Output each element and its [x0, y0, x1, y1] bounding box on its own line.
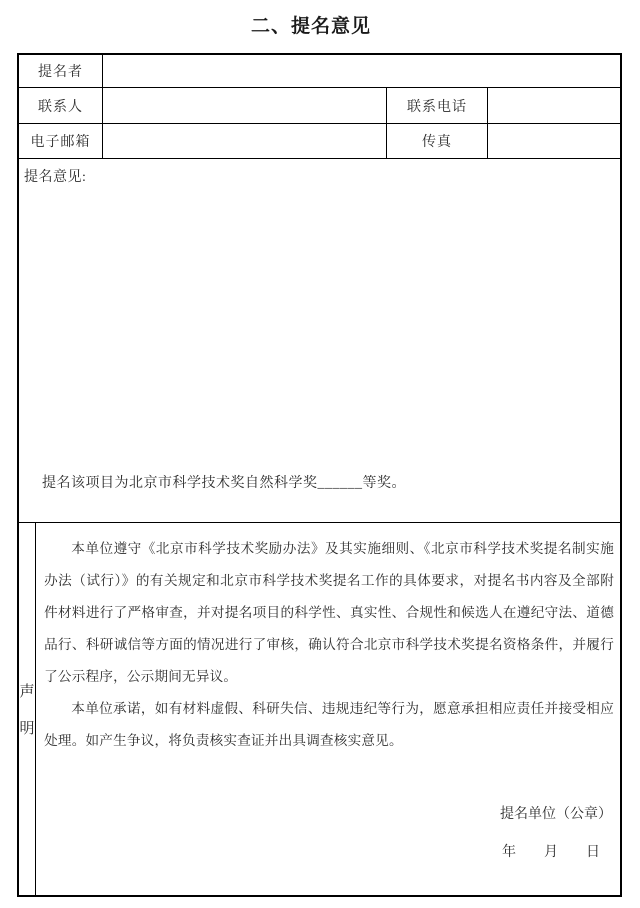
nomination-form-table [17, 53, 622, 897]
email-input[interactable] [103, 124, 387, 158]
row-email-fax [19, 124, 620, 159]
contact-phone-label: 联系电话 [387, 88, 488, 123]
email-label: 电子邮箱 [19, 124, 103, 158]
nominator-input[interactable] [103, 55, 620, 87]
declaration-content [36, 523, 620, 895]
fax-input[interactable] [488, 124, 620, 158]
declaration-section [19, 523, 620, 895]
declaration-paragraph-1: 本单位遵守《北京市科学技术奖励办法》及其实施细则、《北京市科学技术奖提名制实施办法（试行）》的有关规定和北京市科学技术奖提名工作的具体要求，对提名书内容及全部附件材料进行了严格审查，并对提名项目的科学性、真实性、合规性和候选人在遵纪守法、道德品行、科研诚信等方面的情况进行了审核，确认符合北京市科学技术奖提名资格条件，并履行了公示程序，公示期间无异议。 [44, 541, 614, 684]
signature-seal-line: 提名单位（公章） [500, 807, 612, 822]
contact-phone-input[interactable] [488, 88, 620, 123]
award-grade-sentence: 提名该项目为北京市科学技术奖自然科学奖______等奖。 [42, 476, 406, 491]
contact-person-input[interactable] [103, 88, 387, 123]
declaration-paragraph-2: 本单位承诺，如有材料虚假、科研失信、违规违纪等行为，愿意承担相应责任并接受相应处理。如产生争议，将负责核实查证并出具调查核实意见。 [44, 701, 614, 748]
contact-person-label: 联系人 [19, 88, 103, 123]
opinion-label: 提名意见: [24, 170, 87, 185]
row-nominator [19, 55, 620, 88]
nominator-label: 提名者 [19, 55, 103, 87]
row-contact [19, 88, 620, 124]
declaration-label-char-1: 声 [19, 684, 35, 700]
date-line: 年 月 日 [502, 845, 600, 860]
fax-label: 传真 [387, 124, 488, 158]
opinion-input-area[interactable] [19, 187, 620, 452]
page-title: 二、提名意见 [250, 16, 371, 37]
opinion-section [19, 159, 620, 523]
declaration-label [19, 523, 36, 895]
declaration-label-char-2: 明 [19, 721, 35, 737]
